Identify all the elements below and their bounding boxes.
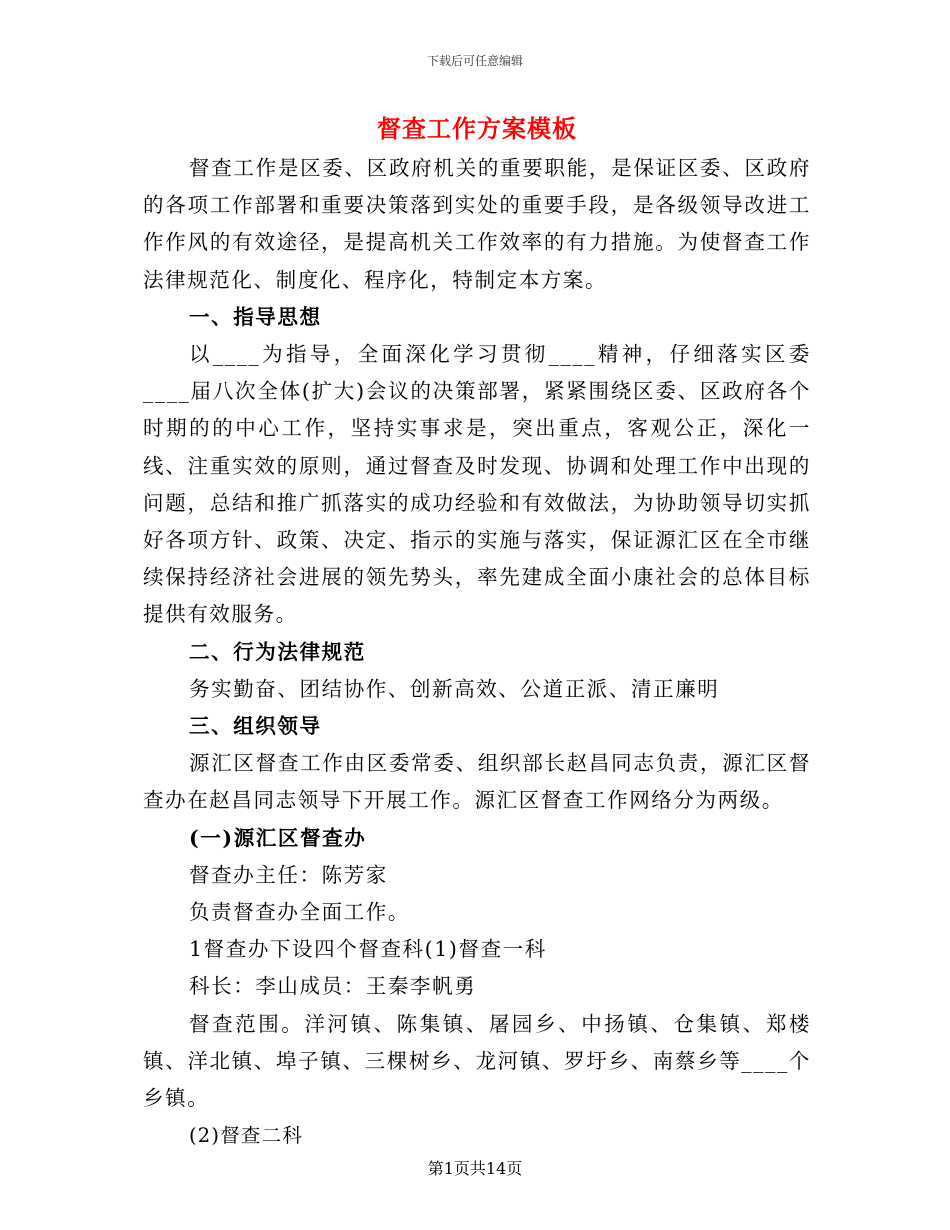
section-body-organization: 源汇区督查工作由区委常委、组织部长赵昌同志负责，源汇区督查办在赵昌同志领导下开展工作。源汇区督查工作网络分为两级。 [143,751,811,813]
section-body-guiding-ideology: 以____为指导，全面深化学习贯彻____精神，仔细落实区委____届八次全体(扩大)会议的决策部署，紧紧围绕区委、区政府各个时期的的中心工作，坚持实事求是，突出重点，客观公正，深化一线、注重实效的原则，通过督查及时发现、协调和处理工作中出现的问题，总结和推广抓落实的成功经验和有效做法，为协助领导切实抓好各项方针、政策、决定、指示的实施与落实，保证源汇区在全市继续保持经济社会进展的领先势头，率先建成全面小康社会的总体目标提供有效服务。 [143,342,811,627]
subsection-heading-second-section: (2)督查二科 [189,1124,304,1148]
subsection-heading-inspection-office: (一)源汇区督查办 [189,825,367,850]
page-header-note: 下载后可任意编辑 [426,54,523,68]
line-section-members: 科长：李山成员：王秦李帆勇 [189,974,477,999]
document-body [143,108,811,1154]
document-title: 督查工作方案模板 [377,114,577,143]
section-heading-guiding-ideology: 一、指导思想 [189,304,322,329]
section-body-conduct-norms: 务实勤奋、团结协作、创新高效、公道正派、清正廉明 [189,676,720,701]
line-office-director: 督查办主任：陈芳家 [189,862,388,887]
intro-paragraph: 督查工作是区委、区政府机关的重要职能，是保证区委、区政府的各项工作部署和重要决策落到实处的重要手段，是各级领导改进工作作风的有效途径，是提高机关工作效率的有力措施。为使督查工作法律规范化、制度化、程序化，特制定本方案。 [143,156,811,292]
line-office-sections: 1督查办下设四个督查科(1)督查一科 [189,937,547,962]
line-inspection-scope: 督查范围。洋河镇、陈集镇、屠园乡、中扬镇、仓集镇、郑楼镇、洋北镇、埠子镇、三棵树乡、龙河镇、罗圩乡、南蔡乡等____个乡镇。 [143,1011,811,1111]
line-office-duty: 负责督查办全面工作。 [189,900,410,925]
section-heading-organization: 三、组织领导 [189,714,322,739]
section-heading-conduct-norms: 二、行为法律规范 [189,639,366,664]
page-number: 第1页共14页 [427,1159,523,1178]
